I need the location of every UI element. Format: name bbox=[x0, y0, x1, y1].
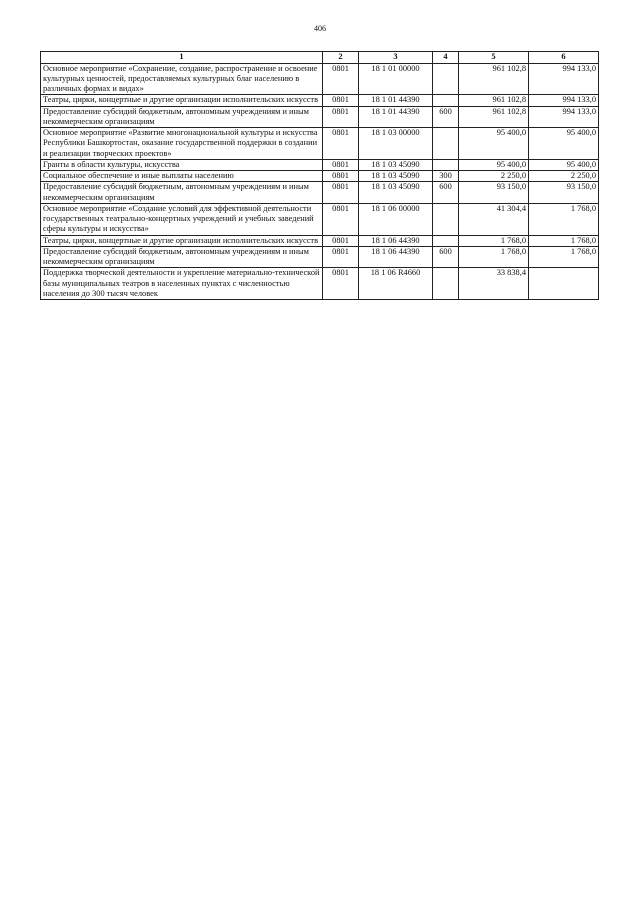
cell-amount-2: 95 400,0 bbox=[529, 128, 599, 160]
cell-expense-type: 600 bbox=[433, 106, 459, 128]
cell-target-code: 18 1 03 45090 bbox=[359, 159, 433, 170]
cell-target-code: 18 1 01 00000 bbox=[359, 63, 433, 95]
cell-target-code: 18 1 06 44390 bbox=[359, 235, 433, 246]
table-row bbox=[41, 106, 599, 128]
cell-amount-1: 95 400,0 bbox=[459, 128, 529, 160]
cell-target-code: 18 1 03 45090 bbox=[359, 182, 433, 204]
cell-amount-1: 33 838,4 bbox=[459, 268, 529, 300]
cell-section-code: 0801 bbox=[323, 128, 359, 160]
header-col-5: 5 bbox=[459, 52, 529, 64]
cell-amount-1: 2 250,0 bbox=[459, 171, 529, 182]
table-row bbox=[41, 203, 599, 235]
cell-target-code: 18 1 06 00000 bbox=[359, 203, 433, 235]
header-col-4: 4 bbox=[433, 52, 459, 64]
cell-section-code: 0801 bbox=[323, 268, 359, 300]
cell-amount-2: 994 133,0 bbox=[529, 106, 599, 128]
cell-amount-2: 994 133,0 bbox=[529, 63, 599, 95]
cell-target-code: 18 1 03 45090 bbox=[359, 171, 433, 182]
table-body bbox=[41, 63, 599, 300]
table-row bbox=[41, 235, 599, 246]
cell-expense-type bbox=[433, 268, 459, 300]
cell-expense-type bbox=[433, 63, 459, 95]
cell-amount-1: 95 400,0 bbox=[459, 159, 529, 170]
cell-section-code: 0801 bbox=[323, 106, 359, 128]
cell-target-code: 18 1 06 R4660 bbox=[359, 268, 433, 300]
cell-expense-type bbox=[433, 128, 459, 160]
cell-amount-2: 1 768,0 bbox=[529, 246, 599, 268]
cell-amount-1: 41 304,4 bbox=[459, 203, 529, 235]
header-col-1: 1 bbox=[41, 52, 323, 64]
cell-target-code: 18 1 06 44390 bbox=[359, 246, 433, 268]
cell-amount-1: 1 768,0 bbox=[459, 246, 529, 268]
table-row bbox=[41, 159, 599, 170]
cell-name: Основное мероприятие «Развитие многонациональной культуры и искусства Республики Башкортостан, оказание государственной поддержки в создании и реализации творческих проектов» bbox=[41, 128, 323, 160]
cell-amount-2: 2 250,0 bbox=[529, 171, 599, 182]
cell-expense-type: 300 bbox=[433, 171, 459, 182]
cell-amount-2: 994 133,0 bbox=[529, 95, 599, 106]
budget-table bbox=[40, 51, 599, 300]
table-row bbox=[41, 128, 599, 160]
cell-section-code: 0801 bbox=[323, 203, 359, 235]
table-row bbox=[41, 246, 599, 268]
table-row bbox=[41, 95, 599, 106]
cell-name: Основное мероприятие «Создание условий для эффективной деятельности государственных театрально-концертных учреждений и учебных заведений сферы культуры и искусства» bbox=[41, 203, 323, 235]
cell-name: Гранты в области культуры, искусства bbox=[41, 159, 323, 170]
cell-expense-type: 600 bbox=[433, 182, 459, 204]
cell-expense-type bbox=[433, 159, 459, 170]
cell-name: Основное мероприятие «Сохранение, создание, распространение и освоение культурных ценностей, предоставляемых культурных благ населению в различных формах и видах» bbox=[41, 63, 323, 95]
cell-name: Поддержка творческой деятельности и укрепление материально-технической базы муниципальных театров в населенных пунктах с численностью населения до 300 тысяч человек bbox=[41, 268, 323, 300]
cell-amount-2: 1 768,0 bbox=[529, 203, 599, 235]
cell-amount-1: 961 102,8 bbox=[459, 63, 529, 95]
cell-amount-1: 961 102,8 bbox=[459, 95, 529, 106]
cell-name: Предоставление субсидий бюджетным, автономным учреждениям и иным некоммерческим организациям bbox=[41, 182, 323, 204]
cell-name: Предоставление субсидий бюджетным, автономным учреждениям и иным некоммерческим организациям bbox=[41, 106, 323, 128]
cell-amount-2: 93 150,0 bbox=[529, 182, 599, 204]
cell-name: Театры, цирки, концертные и другие организации исполнительских искусств bbox=[41, 235, 323, 246]
table-row bbox=[41, 63, 599, 95]
cell-name: Предоставление субсидий бюджетным, автономным учреждениям и иным некоммерческим организациям bbox=[41, 246, 323, 268]
cell-section-code: 0801 bbox=[323, 182, 359, 204]
cell-amount-1: 93 150,0 bbox=[459, 182, 529, 204]
page-number: 406 bbox=[314, 24, 326, 33]
table-row bbox=[41, 182, 599, 204]
header-col-6: 6 bbox=[529, 52, 599, 64]
cell-expense-type bbox=[433, 203, 459, 235]
cell-name: Театры, цирки, концертные и другие организации исполнительских искусств bbox=[41, 95, 323, 106]
cell-section-code: 0801 bbox=[323, 63, 359, 95]
cell-amount-1: 961 102,8 bbox=[459, 106, 529, 128]
table-row bbox=[41, 171, 599, 182]
table-row bbox=[41, 268, 599, 300]
cell-section-code: 0801 bbox=[323, 159, 359, 170]
cell-target-code: 18 1 01 44390 bbox=[359, 106, 433, 128]
cell-amount-2: 95 400,0 bbox=[529, 159, 599, 170]
cell-amount-2 bbox=[529, 268, 599, 300]
cell-target-code: 18 1 01 44390 bbox=[359, 95, 433, 106]
cell-amount-2: 1 768,0 bbox=[529, 235, 599, 246]
header-col-3: 3 bbox=[359, 52, 433, 64]
cell-name: Социальное обеспечение и иные выплаты населению bbox=[41, 171, 323, 182]
cell-expense-type bbox=[433, 95, 459, 106]
cell-section-code: 0801 bbox=[323, 235, 359, 246]
cell-amount-1: 1 768,0 bbox=[459, 235, 529, 246]
cell-section-code: 0801 bbox=[323, 95, 359, 106]
cell-expense-type bbox=[433, 235, 459, 246]
cell-expense-type: 600 bbox=[433, 246, 459, 268]
cell-target-code: 18 1 03 00000 bbox=[359, 128, 433, 160]
table-header-row bbox=[41, 52, 599, 64]
header-col-2: 2 bbox=[323, 52, 359, 64]
cell-section-code: 0801 bbox=[323, 246, 359, 268]
cell-section-code: 0801 bbox=[323, 171, 359, 182]
